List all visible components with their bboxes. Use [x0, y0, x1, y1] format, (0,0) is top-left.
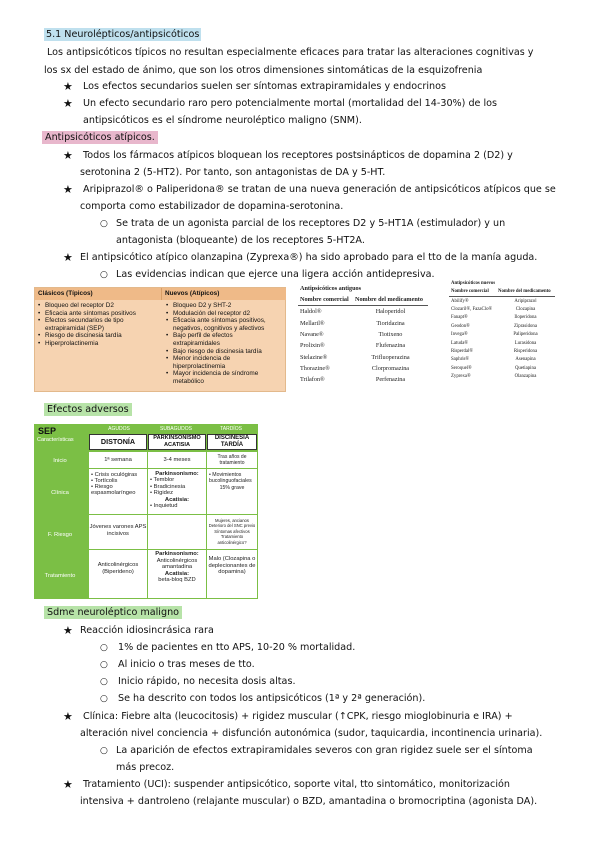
brand-name-cell: Saphris®	[451, 357, 470, 363]
col-head-discinesia: DISCINESIA TARDÍA	[207, 434, 257, 450]
brand-name-cell: Thorazine®	[300, 365, 330, 373]
drug-name-cell: Ziprasidona	[514, 323, 537, 329]
drug-row	[298, 374, 428, 385]
circle-icon: ○	[100, 270, 108, 280]
trat-distonia: Anticolinérgicos (Biperideno)	[89, 550, 147, 598]
sep-table	[34, 424, 258, 599]
classic-item: • Eficacia ante síntomas positivos	[37, 310, 159, 318]
typical-drugs-table	[298, 285, 428, 386]
drug-name-cell: Clorpromazina	[371, 365, 410, 373]
inicio-discinesia: Tras años de tratamiento	[207, 452, 257, 468]
drug-name-cell: Trifluoperazina	[371, 353, 410, 361]
drug-name-cell: Haloperidol	[375, 308, 406, 316]
atypical-sub-1-cont: antagonista (bloqueante) de los receptores 5-HT2A.	[116, 235, 365, 246]
new-item: • Eficacia ante síntomas positivos,	[165, 317, 285, 325]
drug-name-cell: Olanzapina	[514, 374, 537, 380]
inicio-distonia: 1ª semana	[89, 452, 147, 468]
drug-row	[298, 340, 428, 351]
atypical-bullet-3: El antipsicótico atípico olanzapina (Zyprexa®) ha sido aprobado para el tto de la manía aguda.	[80, 252, 538, 263]
circle-icon: ○	[100, 643, 108, 653]
brand-name-cell: Seroquel®	[451, 365, 472, 371]
drug-name-cell: Tioridazina	[376, 319, 405, 327]
row-label-tratamiento: Tratamiento	[44, 573, 76, 579]
atypical-sub-2: Las evidencias indican que ejerce una ligera acción antidepresiva.	[116, 269, 435, 280]
trat-park-title: Parkinsonismo:	[155, 551, 199, 557]
brand-name-cell: Geodon®	[451, 323, 470, 329]
brand-name-cell: Abilify®	[451, 298, 469, 304]
drug-row	[449, 322, 555, 330]
clinica-park-title: Parkinsonismo:	[155, 471, 199, 477]
nms-sub-1: 1% de pacientes en tto APS, 10-20 % mortalidad.	[118, 642, 356, 653]
nms-bullet-2-cont: alteración nivel conciencia + disfunción autonómica (sudor, taquicardia, incontinencia urinaria).	[80, 728, 543, 739]
drug-name-cell: Iloperidona	[514, 315, 537, 321]
classic-header: Clásicos (Típicos)	[35, 288, 161, 300]
clinica-item: • Riesgo espasmolaríngeo	[91, 484, 136, 496]
drug-name-cell: Risperidona	[513, 348, 538, 354]
clinica-distonia	[89, 469, 147, 514]
circle-icon: ○	[100, 677, 108, 687]
trat-discinesia: Malo (Clozapina o deplecionantes de dopamina)	[207, 550, 257, 598]
clinica-item: • Tortícolis	[91, 478, 118, 484]
sep-title: SEP	[38, 426, 57, 436]
col-header: Nombre comercial	[298, 294, 353, 306]
drug-name-cell: Aripiprazol	[514, 298, 537, 304]
brand-name-cell: Invega®	[451, 332, 468, 338]
star-icon: ★	[63, 183, 73, 196]
drug-row	[298, 306, 428, 318]
drug-name-cell: Lurasidona	[514, 340, 537, 346]
new-item: • Menor incidencia de	[165, 355, 285, 363]
clinica-acat-title: Acatisia:	[164, 496, 190, 503]
riesgo-distonia: Jóvenes varones APS incisivos	[89, 515, 147, 549]
clinica-item: 15% grave	[219, 484, 245, 491]
nms-sub-4: Se ha descrito con todos los antipsicóticos (1ª y 2ª generación).	[118, 693, 426, 704]
drug-row	[449, 297, 555, 306]
atypical-bullet-1-cont: serotonina 2 (5-HT2). Por tanto, son antagonistas de DA y 5-HT.	[80, 167, 386, 178]
drug-name-cell: Asenapina	[515, 357, 536, 363]
col-sub-agudos: AGUDOS	[108, 426, 130, 432]
clinica-item: • Temblor	[150, 477, 175, 484]
new-item-cont: negativos, cognitivos y afectivos	[173, 324, 265, 332]
drug-row	[449, 347, 555, 355]
atypical-bullet-2-cont: comporta como estabilizador de dopamina-serotonina.	[80, 201, 344, 212]
typical-bullet-2: Un efecto secundario raro pero potencialmente mortal (mortalidad del 14-30%) de los	[83, 98, 498, 109]
typical-bullet-1: Los efectos secundarios suelen ser síntomas extrapiramidales y endocrinos	[83, 81, 446, 92]
clinica-item: • Bradicinesia	[150, 483, 186, 490]
drug-name-cell: Quetiapina	[514, 365, 537, 371]
sep-subtitle: Características	[37, 437, 74, 443]
classic-item: • Hiperprolactinemia	[37, 340, 159, 348]
star-icon: ★	[63, 778, 73, 791]
star-icon: ★	[63, 624, 73, 637]
drug-row	[449, 364, 555, 372]
new-item: • Bajo perfil de efectos	[165, 332, 285, 340]
atypical-bullet-2: Aripiprazol® o Paliperidona® se tratan de una nueva generación de antipsicóticos atípicos que se	[83, 184, 556, 195]
star-icon: ★	[63, 710, 73, 723]
trat-parkinsonismo	[148, 550, 206, 598]
brand-name-cell: Zyprexa®	[451, 374, 471, 380]
clinica-item: • Movimientos bucolinguofaciales	[209, 472, 252, 485]
col-head-parkinsonismo: PARKINSONISMO ACATISIA	[148, 434, 206, 450]
trat-acat-text: beta-bloq BZD	[158, 577, 196, 584]
brand-name-cell: Navane®	[300, 330, 324, 338]
drug-name-cell: Tiotixeno	[378, 330, 403, 338]
drug-name-cell: Flufenazina	[375, 342, 406, 350]
atypical-drugs-title: Antipsicóticos nuevos	[451, 281, 496, 286]
nms-bullet-3-cont: intensiva + dantroleno (relajante muscular) o BZD, amantadina o bromocriptina (agonista DA).	[80, 796, 538, 807]
nms-title: Sdme neuroléptico maligno	[44, 606, 182, 620]
atypical-title: Antipsicóticos atípicos.	[42, 131, 158, 145]
drug-row	[449, 305, 555, 313]
col-sub-tardios: TARDÍOS	[220, 426, 242, 432]
new-item: • Bajo riesgo de discinesia tardía	[165, 348, 285, 356]
inicio-parkinsonismo: 3-4 meses	[148, 452, 206, 468]
drug-row	[449, 314, 555, 322]
nms-bullet-1: Reacción idiosincrásica rara	[80, 625, 214, 636]
row-label-riesgo: F. Riesgo	[47, 532, 73, 538]
star-icon: ★	[63, 80, 73, 93]
col-header: Nombre del medicamento	[353, 294, 428, 306]
circle-icon: ○	[100, 746, 108, 756]
drug-row	[449, 356, 555, 364]
circle-icon: ○	[100, 660, 108, 670]
brand-name-cell: Prolixin®	[300, 342, 325, 350]
row-label-inicio: Inicio	[53, 458, 67, 464]
clinica-item: • Crisis oculógiras	[91, 472, 138, 478]
classic-list	[37, 302, 159, 348]
brand-name-cell: Haldol®	[300, 308, 322, 316]
clinica-discinesia	[207, 469, 257, 514]
clinica-item: • Rigidez	[150, 490, 173, 497]
classic-item-cont: extrapiramidal (SEP)	[45, 324, 104, 332]
intro-line-1: Los antipsicóticos típicos no resultan especialmente eficaces para tratar las alteraciones cognitivas y	[47, 47, 534, 58]
drug-row	[298, 352, 428, 363]
circle-icon: ○	[100, 694, 108, 704]
new-item: • Mayor incidencia de síndrome	[165, 370, 285, 378]
drug-name-cell: Paliperidona	[513, 332, 538, 338]
new-item-cont: metabólico	[173, 377, 204, 385]
new-list	[165, 302, 285, 386]
trat-acat-title: Acatisia:	[164, 570, 190, 577]
typical-bullet-2-cont: antipsicóticos es el síndrome neuroléptico maligno (SNM).	[83, 115, 362, 126]
brand-name-cell: Risperdal®	[451, 348, 474, 354]
drug-row	[298, 317, 428, 328]
nms-sub-5: La aparición de efectos extrapiramidales severos con gran rigidez suele ser el síntoma	[116, 745, 533, 756]
col-header: Nombre del medicamento	[496, 287, 555, 297]
nms-bullet-3: Tratamiento (UCI): suspender antipsicótico, soporte vital, tto sintomático, monitorización	[83, 779, 510, 790]
row-label-clinica: Clínica	[51, 490, 69, 496]
clinica-item: • Inquietud	[150, 503, 178, 510]
drug-name-cell: Clozapina	[515, 307, 536, 313]
trat-park-text: Anticolinérgicos amantadina	[156, 557, 198, 571]
col-head-distonia: DISTONÍA	[89, 434, 147, 450]
nms-bullet-2: Clínica: Fiebre alta (leucocitosis) + rigidez muscular (↑CPK, riesgo mioglobinuria e IRA) +	[83, 711, 513, 722]
atypical-drugs-table	[449, 281, 555, 381]
new-item-cont: hiperprolactinemia	[173, 362, 226, 370]
classic-item: • Bloqueo del receptor D2	[37, 302, 159, 310]
riesgo-discinesia: Mujeres, ancianos Deterioro del SNC previo Síntomas afectivos Tratamiento anticolinérgico?	[207, 515, 257, 549]
drug-row	[449, 339, 555, 347]
classic-item: • Efectos secundarios de tipo	[37, 317, 159, 325]
section-title: 5.1 Neurolépticos/antipsicóticos	[46, 29, 200, 40]
star-icon: ★	[63, 251, 73, 264]
classic-item: • Riesgo de discinesia tardía	[37, 332, 159, 340]
atypical-sub-1: Se trata de un agonista parcial de los receptores D2 y 5-HT1A (estimulador) y un	[116, 218, 506, 229]
col-header: Nombre comercial	[449, 287, 496, 297]
atypical-bullet-1: Todos los fármacos atípicos bloquean los receptores postsinápticos de dopamina 2 (D2) y	[83, 150, 513, 161]
intro-line-2: los sx del estado de ánimo, que son los otros dimensiones sintomáticas de la esquizofrenia	[44, 65, 483, 76]
star-icon: ★	[63, 97, 73, 110]
brand-name-cell: Mellaril®	[300, 319, 325, 327]
nms-sub-2: Al inicio o tras meses de tto.	[118, 659, 255, 670]
new-header: Nuevos (Atípicos)	[161, 288, 286, 300]
drug-row	[298, 363, 428, 374]
brand-name-cell: Clozaril®, FazaClo®	[451, 307, 493, 313]
brand-name-cell: Latuda®	[451, 340, 468, 346]
adverse-title: Efectos adversos	[44, 403, 132, 417]
typical-drugs-title: Antipsicóticos antiguos	[300, 285, 362, 292]
classic-vs-new-table	[34, 287, 286, 392]
new-item-cont: extrapiramidales	[173, 339, 220, 347]
clinica-parkinsonismo	[148, 469, 206, 514]
drug-row	[449, 372, 555, 380]
col-sub-subagudos: SUBAGUDOS	[160, 426, 192, 432]
brand-name-cell: Fanapt®	[451, 315, 468, 321]
new-item: • Bloqueo D2 y SHT-2	[165, 302, 285, 310]
riesgo-parkinsonismo	[148, 515, 206, 549]
drug-name-cell: Perfenazina	[375, 376, 406, 384]
new-item: • Modulación del receptor d2	[165, 310, 285, 318]
drug-row	[298, 329, 428, 340]
nms-sub-5-cont: más precoz.	[116, 762, 175, 773]
brand-name-cell: Trilafon®	[300, 376, 325, 384]
drug-row	[449, 331, 555, 339]
star-icon: ★	[63, 149, 73, 162]
brand-name-cell: Stelazine®	[300, 353, 328, 361]
circle-icon: ○	[100, 219, 108, 229]
nms-sub-3: Inicio rápido, no necesita dosis altas.	[118, 676, 296, 687]
